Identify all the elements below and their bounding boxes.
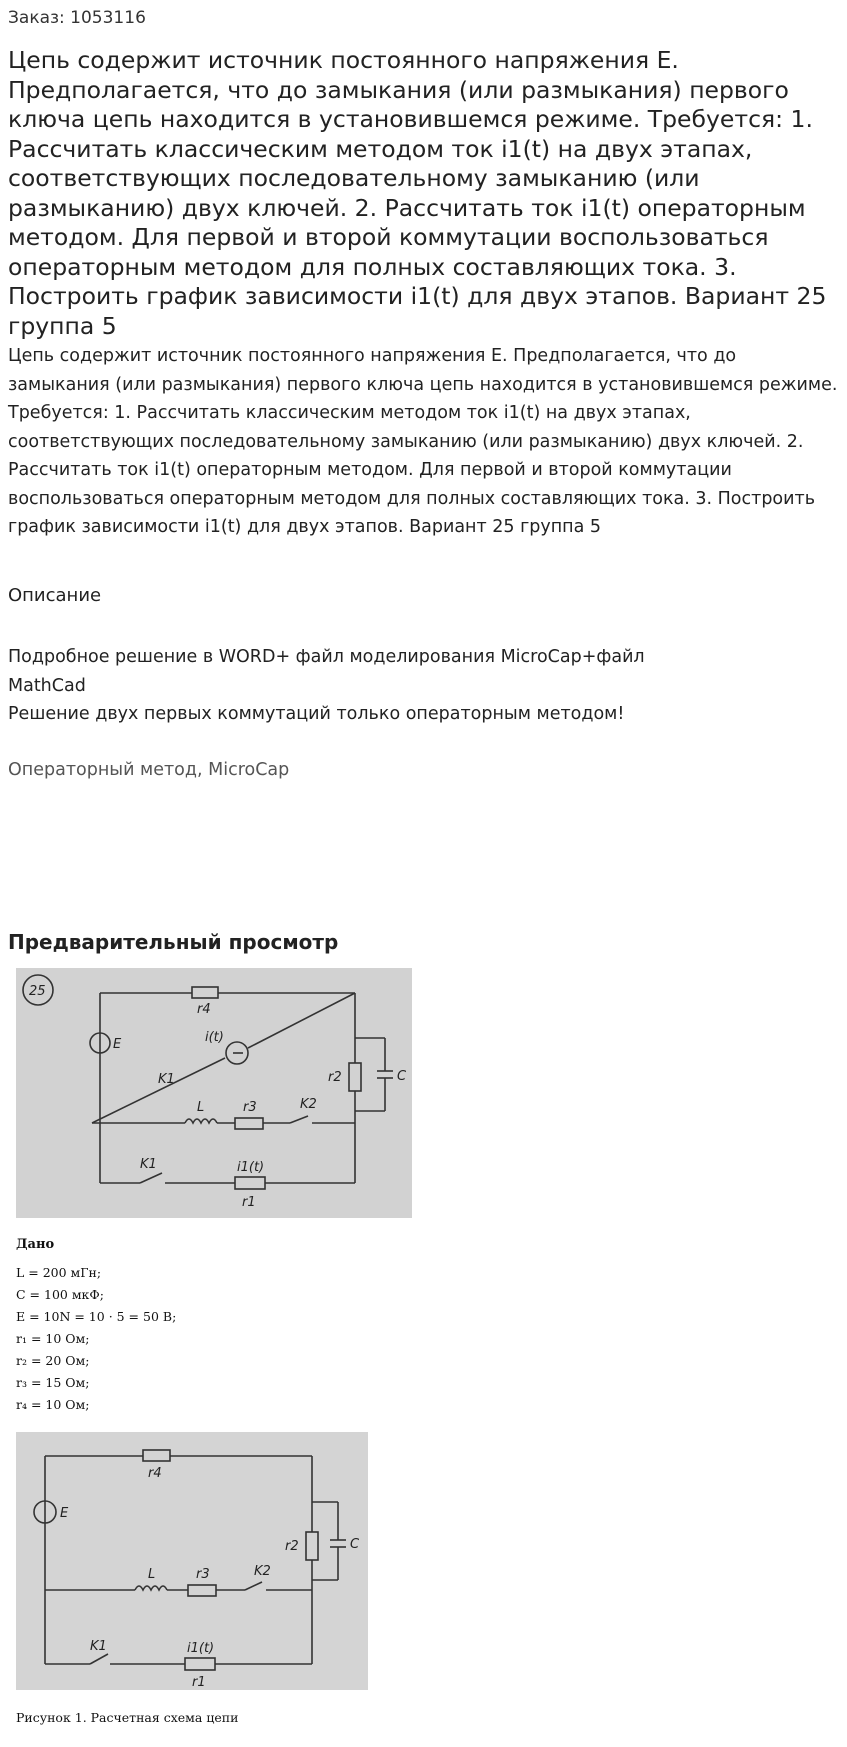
capacitor-label: C — [397, 1069, 407, 1084]
r1-label: r1 — [192, 1675, 206, 1690]
k1-top-label: K1 — [158, 1072, 175, 1087]
k1-label: K1 — [140, 1157, 157, 1172]
r3-label: r3 — [243, 1100, 257, 1115]
given-line: r₁ = 10 Ом; — [16, 1331, 90, 1346]
description-line: MathCad — [8, 675, 86, 696]
inductor-label: L — [148, 1567, 156, 1582]
preview-heading: Предварительный просмотр — [8, 930, 339, 954]
r4-label: r4 — [148, 1466, 162, 1481]
description-body — [8, 643, 728, 729]
capacitor-label: C — [350, 1537, 360, 1552]
r1-label: r1 — [242, 1195, 256, 1210]
given-heading: Дано — [16, 1237, 55, 1252]
page-title: Цепь содержит источник постоянного напряжения Е. Предполагается, что до замыкания (или размыкания) первого ключа цепь находится в установившемся режиме. Требуется: 1. Рассчитать классическим методом ток i1(t) на двух этапах, соответствующих последовательному замыканию (или размыканию) двух ключей. 2. Рассчитать ток i1(t) операторным методом. Для первой и второй коммутации воспользоваться операторным методом для полных составляющих тока. 3. Построить график зависимости i1(t) для двух этапов. Вариант 25 группа 5 — [8, 46, 827, 340]
circuit-scheme-2 — [0, 1432, 380, 1694]
variant-label: 25 — [29, 984, 46, 999]
inductor-label: L — [197, 1100, 205, 1115]
order-number: Заказ: 1053116 — [8, 8, 146, 28]
tags: Операторный метод, MicroCap — [8, 760, 290, 780]
k2-label: K2 — [300, 1097, 317, 1112]
description-line: Подробное решение в WORD+ файл моделирования MicroCap+файл — [8, 647, 645, 667]
r2-label: r2 — [285, 1539, 299, 1554]
k2-label: K2 — [254, 1564, 271, 1579]
task-description: Цепь содержит источник постоянного напряжения Е. Предполагается, что до замыкания (или размыкания) первого ключа цепь находится в установившемся режиме. Требуется: 1. Рассчитать классическим методом ток i1(t) на двух этапах, соответствующих последовательному замыканию (или размыканию) двух ключей. 2. Рассчитать ток i1(t) операторным методом. Для первой и второй коммутации воспользоваться операторным методом для полных составляющих тока. 3. Построить график зависимости i1(t) для двух этапов. Вариант 25 группа 5 — [8, 346, 838, 537]
i1-label: i1(t) — [187, 1641, 215, 1656]
r4-label: r4 — [197, 1002, 211, 1017]
given-line: E = 10N = 10 · 5 = 50 В; — [16, 1309, 177, 1324]
figure-caption: Рисунок 1. Расчетная схема цепи — [16, 1710, 239, 1725]
source-label: E — [113, 1037, 122, 1052]
r2-label: r2 — [328, 1070, 342, 1085]
circuit-scheme-1 — [0, 968, 420, 1228]
r3-label: r3 — [196, 1567, 210, 1582]
current-label: i(t) — [205, 1030, 224, 1045]
given-line: r₃ = 15 Ом; — [16, 1375, 90, 1390]
given-line: r₂ = 20 Ом; — [16, 1353, 90, 1368]
i1-label: i1(t) — [237, 1160, 265, 1175]
description-heading: Описание — [8, 585, 102, 606]
description-line: Решение двух первых коммутаций только операторным методом! — [8, 704, 625, 724]
k1-label: K1 — [90, 1639, 107, 1654]
given-line: r₄ = 10 Ом; — [16, 1397, 90, 1412]
given-line: L = 200 мГн; — [16, 1265, 102, 1280]
source-label: E — [60, 1506, 69, 1521]
given-line: C = 100 мкФ; — [16, 1287, 104, 1302]
